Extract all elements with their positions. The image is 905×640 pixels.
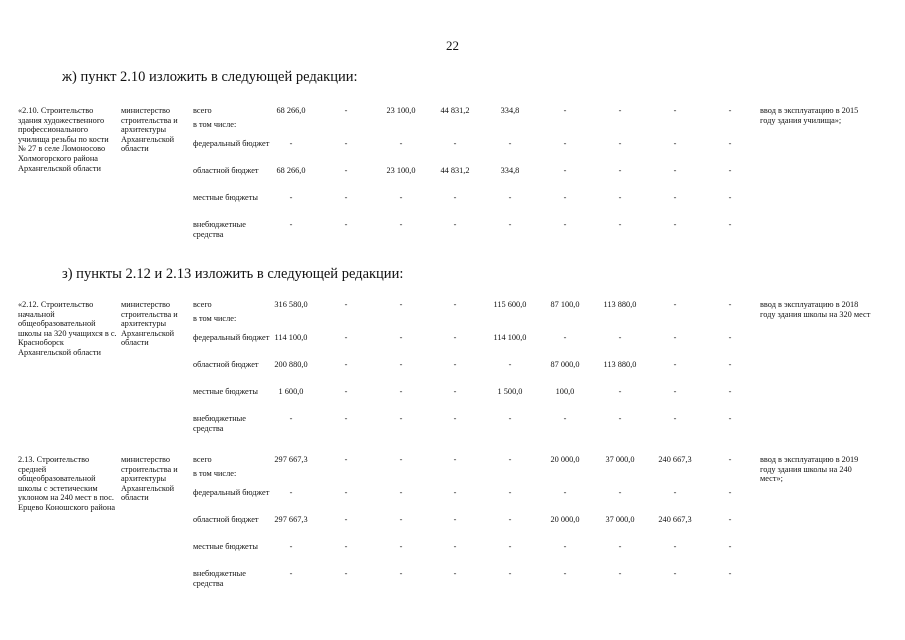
funding-value-cell: - (673, 414, 677, 423)
funding-value-cell: - (563, 139, 567, 148)
funding-value-cell: - (399, 333, 403, 342)
item-title: 2.13. Строительство средней общеобразовательной школы с эстетическим уклоном на 240 мест в пос. Ерцево Коношского района (18, 455, 116, 512)
funding-value-cell: - (728, 106, 732, 115)
funding-value-cell: - (453, 387, 457, 396)
funding-source-label: федеральный бюджет (193, 488, 270, 497)
funding-value-cell: 87 100,0 (550, 300, 580, 309)
funding-source-label: областной бюджет (193, 166, 259, 175)
funding-value-cell: - (728, 360, 732, 369)
funding-value-cell: - (728, 542, 732, 551)
funding-value-cell: - (673, 387, 677, 396)
funding-value-cell: - (453, 569, 457, 578)
funding-value-cell: 23 100,0 (386, 106, 416, 115)
funding-source-label: всего (193, 106, 212, 115)
funding-value-cell: 44 831,2 (440, 106, 470, 115)
section-heading-zh: ж) пункт 2.10 изложить в следующей редакции: (62, 69, 358, 85)
funding-value-cell: - (453, 455, 457, 464)
funding-value-cell: - (563, 106, 567, 115)
funding-value-cell: - (673, 106, 677, 115)
funding-value-cell: - (563, 220, 567, 229)
funding-value-cell: - (563, 193, 567, 202)
funding-value-cell: - (453, 360, 457, 369)
funding-value-cell: - (344, 360, 348, 369)
funding-value-cell: - (344, 455, 348, 464)
funding-source-label: всего (193, 300, 212, 309)
funding-value-cell: - (399, 300, 403, 309)
funding-value-cell: - (618, 333, 622, 342)
funding-value-cell: - (673, 193, 677, 202)
funding-value-cell: - (508, 360, 512, 369)
funding-value-cell: 334,8 (500, 166, 520, 175)
funding-source-label: областной бюджет (193, 515, 259, 524)
funding-value-cell: 114 100,0 (493, 333, 527, 342)
funding-value-cell: - (618, 569, 622, 578)
page-number: 22 (446, 38, 459, 53)
funding-value-cell: - (563, 166, 567, 175)
funding-value-cell: - (453, 542, 457, 551)
funding-value-cell: - (344, 106, 348, 115)
funding-value-cell: - (508, 569, 512, 578)
item-ministry: министерство строительства и архитектуры Архангельской области (121, 106, 178, 154)
funding-value-cell: - (563, 333, 567, 342)
funding-value-cell: - (344, 542, 348, 551)
funding-value-cell: - (399, 488, 403, 497)
funding-value-cell: - (673, 569, 677, 578)
funding-value-cell: 240 667,3 (658, 515, 692, 524)
funding-value-cell: 115 600,0 (493, 300, 527, 309)
funding-value-cell: - (673, 360, 677, 369)
funding-value-cell: - (728, 387, 732, 396)
funding-value-cell: - (453, 488, 457, 497)
funding-source-label: всего (193, 455, 212, 464)
funding-value-cell: - (344, 414, 348, 423)
funding-value-cell: - (289, 542, 293, 551)
funding-value-cell: - (508, 542, 512, 551)
funding-value-cell: - (399, 455, 403, 464)
funding-value-cell: - (673, 542, 677, 551)
funding-source-label: федеральный бюджет (193, 139, 270, 148)
funding-value-cell: - (399, 569, 403, 578)
funding-value-cell: - (289, 139, 293, 148)
funding-value-cell: - (508, 488, 512, 497)
funding-source-label: федеральный бюджет (193, 333, 270, 342)
funding-value-cell: - (344, 300, 348, 309)
funding-value-cell: - (563, 488, 567, 497)
funding-value-cell: 100,0 (555, 387, 575, 396)
funding-source-label: внебюджетные средства (193, 569, 246, 588)
funding-value-cell: - (563, 569, 567, 578)
funding-value-cell: 316 580,0 (274, 300, 308, 309)
funding-value-cell: - (728, 455, 732, 464)
funding-value-cell: - (618, 166, 622, 175)
funding-value-cell: - (618, 220, 622, 229)
funding-value-cell: - (344, 139, 348, 148)
funding-value-cell: - (344, 569, 348, 578)
funding-value-cell: - (728, 139, 732, 148)
funding-value-cell: - (344, 488, 348, 497)
funding-source-label: внебюджетные средства (193, 414, 246, 433)
item-note: ввод в эксплуатацию в 2019 году здания школы на 240 мест»; (760, 455, 859, 484)
funding-value-cell: - (673, 488, 677, 497)
funding-value-cell: - (453, 220, 457, 229)
funding-value-cell: - (728, 414, 732, 423)
funding-value-cell: - (399, 193, 403, 202)
funding-value-cell: - (618, 193, 622, 202)
funding-value-cell: 87 000,0 (550, 360, 580, 369)
funding-value-cell: 37 000,0 (605, 515, 635, 524)
funding-value-cell: - (673, 300, 677, 309)
funding-value-cell: - (728, 488, 732, 497)
funding-value-cell: - (344, 193, 348, 202)
funding-value-cell: - (289, 569, 293, 578)
funding-value-cell: 113 880,0 (603, 300, 637, 309)
funding-value-cell: - (399, 515, 403, 524)
funding-value-cell: - (453, 139, 457, 148)
funding-value-cell: - (508, 515, 512, 524)
funding-value-cell: 68 266,0 (276, 106, 306, 115)
funding-source-label: в том числе: (193, 314, 237, 323)
funding-value-cell: - (453, 414, 457, 423)
funding-value-cell: - (344, 387, 348, 396)
funding-value-cell: - (618, 106, 622, 115)
funding-value-cell: 37 000,0 (605, 455, 635, 464)
funding-value-cell: 20 000,0 (550, 455, 580, 464)
funding-value-cell: - (508, 220, 512, 229)
funding-value-cell: - (618, 139, 622, 148)
item-title: «2.10. Строительство здания художественного профессионального училища резьбы по кости № 27 в селе Ломоносово Холмогорского района Архангельской области (18, 106, 109, 173)
funding-value-cell: 297 667,3 (274, 515, 308, 524)
funding-value-cell: - (399, 414, 403, 423)
item-ministry: министерство строительства и архитектуры Архангельской области (121, 455, 178, 503)
funding-value-cell: - (344, 220, 348, 229)
funding-value-cell: - (728, 193, 732, 202)
funding-value-cell: 334,8 (500, 106, 520, 115)
funding-value-cell: 114 100,0 (274, 333, 308, 342)
item-title: «2.12. Строительство начальной общеобразовательной школы на 320 учащихся в с. Красноборск Архангельской области (18, 300, 117, 357)
funding-source-label: местные бюджеты (193, 387, 258, 396)
funding-value-cell: - (508, 193, 512, 202)
funding-value-cell: 200 880,0 (274, 360, 308, 369)
funding-source-label: местные бюджеты (193, 542, 258, 551)
section-heading-z: з) пункты 2.12 и 2.13 изложить в следующей редакции: (62, 266, 404, 282)
funding-value-cell: - (673, 333, 677, 342)
funding-value-cell: - (453, 300, 457, 309)
funding-value-cell: - (344, 515, 348, 524)
funding-value-cell: - (618, 387, 622, 396)
funding-value-cell: - (508, 139, 512, 148)
funding-value-cell: - (728, 220, 732, 229)
funding-value-cell: - (399, 387, 403, 396)
funding-value-cell: 23 100,0 (386, 166, 416, 175)
funding-value-cell: - (673, 139, 677, 148)
funding-value-cell: - (344, 166, 348, 175)
funding-value-cell: - (728, 333, 732, 342)
funding-value-cell: 44 831,2 (440, 166, 470, 175)
funding-value-cell: - (508, 455, 512, 464)
funding-value-cell: - (728, 569, 732, 578)
funding-value-cell: - (618, 414, 622, 423)
funding-value-cell: 20 000,0 (550, 515, 580, 524)
funding-value-cell: - (508, 414, 512, 423)
funding-value-cell: - (563, 542, 567, 551)
item-ministry: министерство строительства и архитектуры Архангельской области (121, 300, 178, 348)
funding-value-cell: - (399, 542, 403, 551)
funding-value-cell: 297 667,3 (274, 455, 308, 464)
funding-value-cell: 240 667,3 (658, 455, 692, 464)
funding-value-cell: - (289, 193, 293, 202)
funding-value-cell: - (344, 333, 348, 342)
funding-value-cell: - (673, 166, 677, 175)
funding-value-cell: - (453, 515, 457, 524)
funding-value-cell: 68 266,0 (276, 166, 306, 175)
funding-source-label: внебюджетные средства (193, 220, 246, 239)
funding-value-cell: - (728, 515, 732, 524)
funding-value-cell: - (289, 220, 293, 229)
funding-value-cell: - (728, 166, 732, 175)
funding-value-cell: - (618, 542, 622, 551)
funding-value-cell: - (453, 333, 457, 342)
item-note: ввод в эксплуатацию в 2015 году здания училища»; (760, 106, 859, 125)
funding-value-cell: 1 500,0 (497, 387, 523, 396)
funding-value-cell: - (289, 488, 293, 497)
funding-value-cell: 1 600,0 (278, 387, 304, 396)
funding-source-label: в том числе: (193, 120, 237, 129)
funding-value-cell: - (673, 220, 677, 229)
funding-value-cell: - (399, 360, 403, 369)
funding-value-cell: - (399, 139, 403, 148)
funding-value-cell: - (728, 300, 732, 309)
funding-value-cell: - (563, 414, 567, 423)
funding-source-label: местные бюджеты (193, 193, 258, 202)
funding-source-label: областной бюджет (193, 360, 259, 369)
funding-source-label: в том числе: (193, 469, 237, 478)
item-note: ввод в эксплуатацию в 2018 году здания школы на 320 мест (760, 300, 871, 319)
funding-value-cell: 113 880,0 (603, 360, 637, 369)
funding-value-cell: - (399, 220, 403, 229)
funding-value-cell: - (618, 488, 622, 497)
funding-value-cell: - (453, 193, 457, 202)
funding-value-cell: - (289, 414, 293, 423)
